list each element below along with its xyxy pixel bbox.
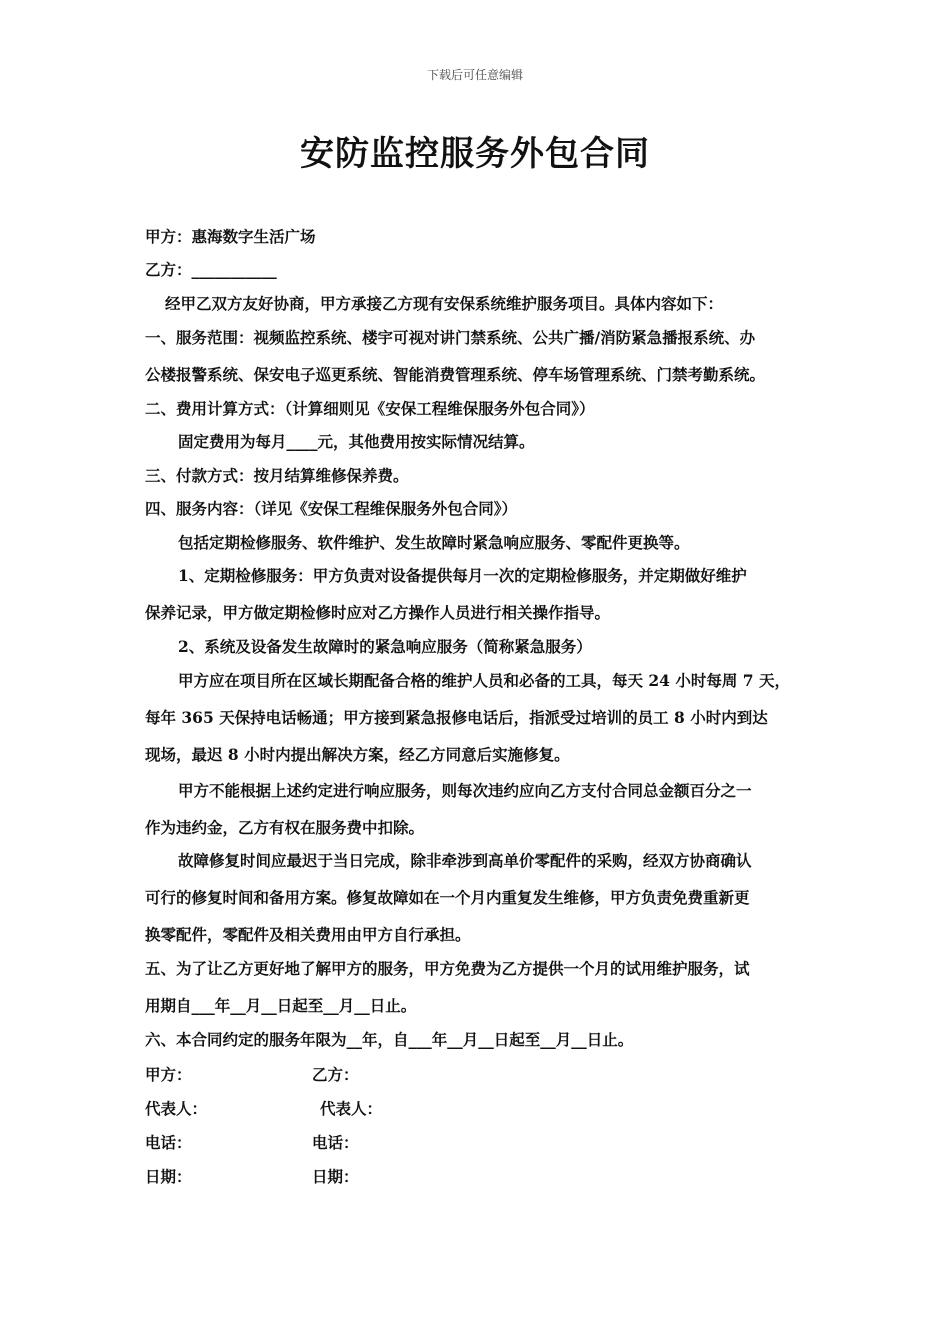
service-scope-line-2: 公楼报警系统、保安电子巡更系统、智能消费管理系统、停车场管理系统、门禁考勤系统。 bbox=[145, 365, 766, 384]
repair-time-line-3: 换零配件，零配件及相关费用由甲方自行承担。 bbox=[145, 925, 471, 944]
intro-paragraph: 经甲乙双方友好协商，甲方承接乙方现有安保系统维护服务项目。具体内容如下： bbox=[165, 294, 724, 313]
emergency-para-line-1: 甲方应在项目所在区域长期配备合格的维护人员和必备的工具，每天 24 小时每周 7 天， bbox=[178, 671, 790, 690]
fixed-fee-line: 固定费用为每月____元，其他费用按实际情况结算。 bbox=[178, 432, 535, 451]
service-term-line: 六、本合同约定的服务年限为__年，自___年__月__日起至__月__日止。 bbox=[145, 1030, 634, 1049]
periodic-service-line-1: 1、定期检修服务：甲方负责对设备提供每月一次的定期检修服务，并定期做好维护 bbox=[178, 566, 747, 585]
fee-method-heading: 二、费用计算方式：（计算细则见《安保工程维保服务外包合同》） bbox=[145, 399, 595, 418]
party-a-line: 甲方：惠海数字生活广场 bbox=[145, 227, 316, 246]
sig-rep-a-label: 代表人： bbox=[145, 1099, 208, 1118]
contract-title: 安防监控服务外包合同 bbox=[300, 134, 650, 174]
sig-party-b-label: 乙方： bbox=[312, 1065, 359, 1084]
sig-date-b-label: 日期： bbox=[312, 1167, 359, 1186]
penalty-line-2: 作为违约金，乙方有权在服务费中扣除。 bbox=[145, 818, 425, 837]
penalty-line-1: 甲方不能根据上述约定进行响应服务，则每次违约应向乙方支付合同总金额百分之一 bbox=[178, 781, 752, 800]
sig-date-a-label: 日期： bbox=[145, 1167, 192, 1186]
repair-time-line-2: 可行的修复时间和备用方案。修复故障如在一个月内重复发生维修，甲方负责免费重新更 bbox=[145, 888, 750, 907]
emergency-service-heading: 2、系统及设备发生故障时的紧急响应服务（简称紧急服务） bbox=[178, 637, 592, 656]
emergency-para-line-3: 现场，最迟 8 小时内提出解决方案，经乙方同意后实施修复。 bbox=[145, 745, 570, 764]
sig-phone-b-label: 电话： bbox=[312, 1133, 359, 1152]
service-content-summary: 包括定期检修服务、软件维护、发生故障时紧急响应服务、零配件更换等。 bbox=[178, 533, 690, 552]
periodic-service-line-2: 保养记录，甲方做定期检修时应对乙方操作人员进行相关操作指导。 bbox=[145, 603, 611, 622]
sig-party-a-label: 甲方： bbox=[145, 1065, 192, 1084]
repair-time-line-1: 故障修复时间应最迟于当日完成，除非牵涉到高单价零配件的采购，经双方协商确认 bbox=[178, 851, 752, 870]
emergency-para-line-2: 每年 365 天保持电话畅通；甲方接到紧急报修电话后，指派受过培训的员工 8 小时内到达 bbox=[145, 708, 768, 727]
sig-rep-b-label: 代表人： bbox=[320, 1099, 383, 1118]
service-content-heading: 四、服务内容：（详见《安保工程维保服务外包合同》） bbox=[145, 499, 518, 518]
service-scope-line-1: 一、服务范围：视频监控系统、楼宇可视对讲门禁系统、公共广播/消防紧急播报系统、办 bbox=[145, 328, 756, 347]
sig-phone-a-label: 电话： bbox=[145, 1133, 192, 1152]
trial-service-line-2: 用期自___年__月__日起至__月__日止。 bbox=[145, 996, 417, 1015]
header-note: 下载后可任意编辑 bbox=[426, 68, 523, 82]
party-b-line: 乙方：___________ bbox=[145, 260, 277, 279]
trial-service-line-1: 五、为了让乙方更好地了解甲方的服务，甲方免费为乙方提供一个月的试用维护服务，试 bbox=[145, 959, 750, 978]
payment-method-line: 三、付款方式：按月结算维修保养费。 bbox=[145, 466, 409, 485]
